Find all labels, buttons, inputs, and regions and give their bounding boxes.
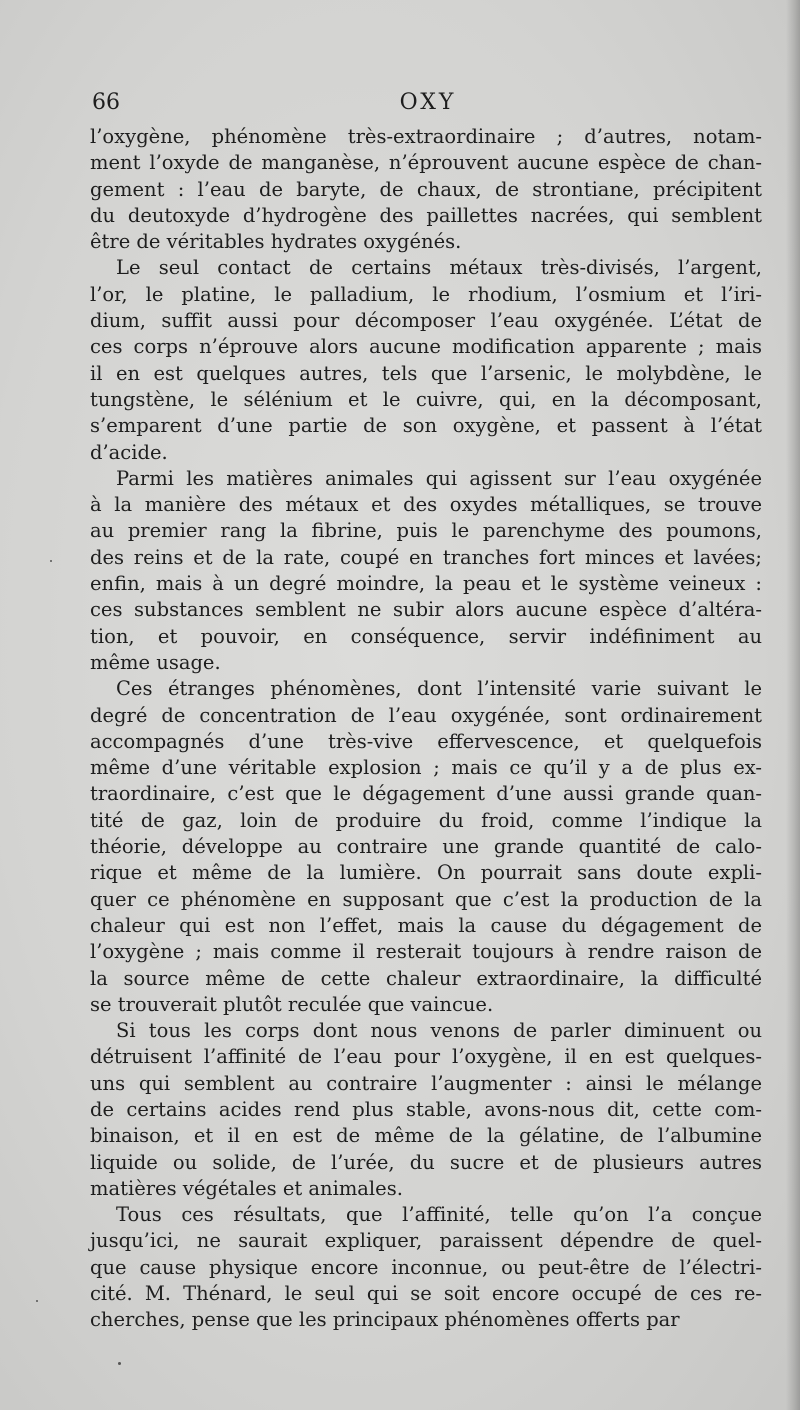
text-line: tungstène, le sélénium et le cuivre, qui, en la décomposant, (90, 387, 762, 411)
text-line: ces substances semblent ne subir alors aucune espèce d’altéra- (90, 598, 762, 622)
text-line: jusqu’ici, ne saurait expliquer, paraissent dépendre de quel- (90, 1229, 762, 1253)
text-line: l’oxygène, phénomène très-extraordinaire ; d’autres, notam- (90, 125, 762, 148)
text-line: des reins et de la rate, coupé en tranches fort minces et lavées; (90, 545, 762, 569)
paragraph (90, 255, 762, 465)
text-line: à la manière des métaux et des oxydes métalliques, se trouve (90, 493, 762, 517)
text-line: chaleur qui est non l’effet, mais la cause du dégagement de (90, 913, 762, 937)
text-line: gement : l’eau de baryte, de chaux, de strontiane, précipitent (90, 177, 762, 201)
text-line: matières végétales et animales. (90, 1176, 403, 1200)
text-line: être de véritables hydrates oxygénés. (90, 230, 462, 254)
text-line: traordinaire, c’est que le dégagement d’une aussi grande quan- (90, 782, 762, 806)
paragraph (90, 466, 762, 676)
text-line: la source même de cette chaleur extraordinaire, la difficulté (90, 966, 762, 990)
text-line: accompagnés d’une très-vive effervescence, et quelquefois (90, 729, 762, 753)
page-header (92, 88, 764, 120)
text-line: s’emparent d’une partie de son oxygène, et passent à l’état (90, 414, 762, 438)
text-line: d’acide. (90, 440, 168, 464)
text-line: détruisent l’affinité de l’eau pour l’oxygène, il en est quelques- (90, 1045, 762, 1069)
paper-speck (36, 1300, 38, 1302)
text-line: l’or, le platine, le palladium, le rhodium, l’osmium et l’iri- (90, 282, 762, 306)
text-line: dium, suffit aussi pour décomposer l’eau oxygénée. L’état de (90, 309, 762, 333)
paragraph (90, 676, 762, 1018)
text-line: enfin, mais à un degré moindre, la peau et le système veineux : (90, 572, 762, 596)
text-line: l’oxygène ; mais comme il resterait toujours à rendre raison de (90, 940, 762, 964)
page-gutter-shadow (786, 0, 800, 1410)
text-line: se trouverait plutôt reculée que vaincue. (90, 992, 494, 1016)
text-line: ces corps n’éprouve alors aucune modification apparente ; mais (90, 335, 762, 359)
text-line: au premier rang la fibrine, puis le parenchyme des poumons, (90, 519, 762, 543)
text-line: cité. M. Thénard, le seul qui se soit encore occupé de ces re- (90, 1282, 762, 1306)
text-line: degré de concentration de l’eau oxygénée, sont ordinairement (90, 703, 762, 727)
paragraph (90, 1202, 762, 1333)
text-line: ment l’oxyde de manganèse, n’éprouvent aucune espèce de chan- (90, 151, 762, 175)
text-line: Le seul contact de certains métaux très-divisés, l’argent, (116, 256, 762, 280)
text-line: quer ce phénomène en supposant que c’est la production de la (90, 887, 762, 911)
text-line: tion, et pouvoir, en conséquence, servir indéfiniment au (90, 624, 762, 648)
text-line: Si tous les corps dont nous venons de parler diminuent ou (116, 1019, 762, 1043)
text-line: du deutoxyde d’hydrogène des paillettes nacrées, qui semblent (90, 203, 762, 227)
text-line: cherches, pense que les principaux phénomènes offerts par (90, 1308, 680, 1332)
paper-speck (118, 1362, 121, 1365)
page-number: 66 (92, 90, 120, 115)
paragraph (90, 1018, 762, 1202)
text-line: que cause physique encore inconnue, ou peut-être de l’électri- (90, 1255, 762, 1279)
text-line: même d’une véritable explosion ; mais ce qu’il y a de plus ex- (90, 756, 762, 780)
text-line: tité de gaz, loin de produire du froid, comme l’indique la (90, 808, 762, 832)
text-line: Parmi les matières animales qui agissent sur l’eau oxygénée (116, 466, 762, 490)
text-line: théorie, développe au contraire une grande quantité de calo- (90, 835, 762, 859)
text-line: liquide ou solide, de l’urée, du sucre et de plusieurs autres (90, 1150, 762, 1174)
text-line: rique et même de la lumière. On pourrait sans doute expli- (90, 861, 762, 885)
text-line: il en est quelques autres, tels que l’arsenic, le molybdène, le (90, 361, 762, 385)
paragraph (90, 124, 762, 255)
text-line: même usage. (90, 650, 221, 674)
running-head: OXY (399, 90, 457, 115)
text-line: de certains acides rend plus stable, avons-nous dit, cette com- (90, 1097, 762, 1121)
text-line: Ces étranges phénomènes, dont l’intensité varie suivant le (116, 677, 762, 701)
paper-speck (50, 560, 52, 562)
text-line: binaison, et il en est de même de la gélatine, de l’albumine (90, 1124, 762, 1148)
text-line: Tous ces résultats, que l’affinité, telle qu’on l’a conçue (116, 1203, 762, 1227)
body-text (90, 124, 762, 1334)
text-line: uns qui semblent au contraire l’augmenter : ainsi le mélange (90, 1071, 762, 1095)
